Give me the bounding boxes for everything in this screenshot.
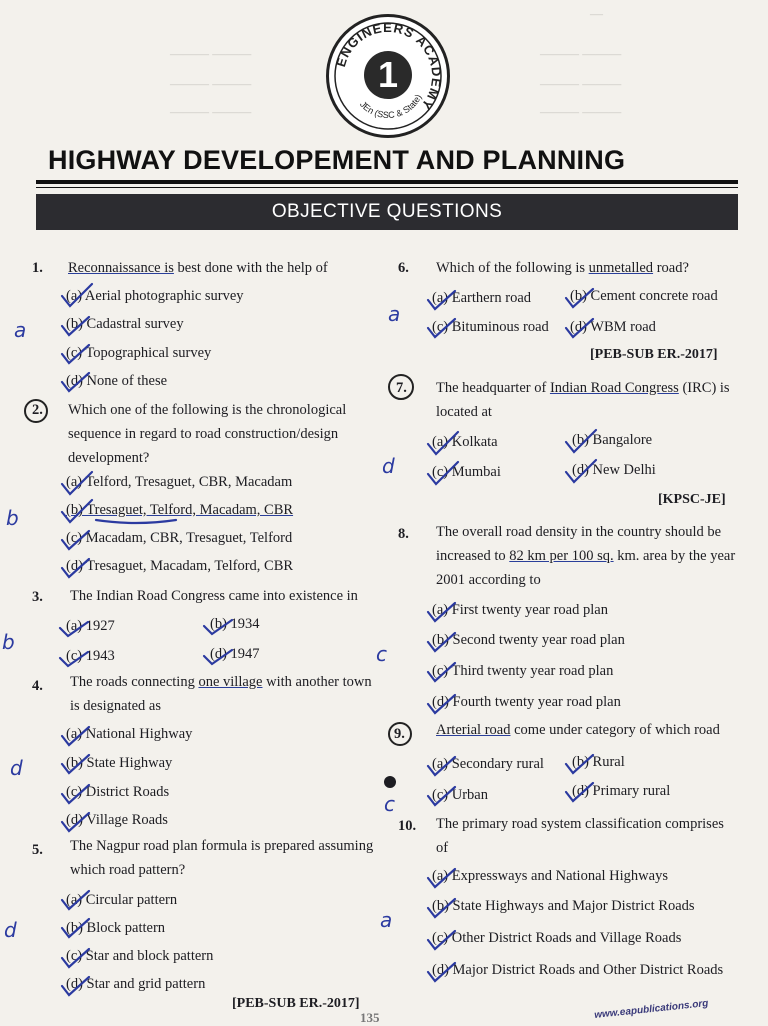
- question-text: The Indian Road Congress came into existence in: [70, 588, 358, 604]
- question-number: 7.: [396, 380, 407, 396]
- handwritten-answer: b: [2, 630, 15, 654]
- option: (d) Star and grid pattern: [66, 976, 206, 992]
- option: (a) Earthern road: [432, 290, 532, 306]
- logo-ring-text: ENGINEERS ACADEMY: [333, 19, 445, 114]
- question-text: Reconnaissance is best done with the help of: [68, 260, 328, 276]
- question-number: 8.: [398, 526, 409, 542]
- page-title: HIGHWAY DEVELOPEMENT AND PLANNING: [48, 145, 626, 175]
- option: (d) New Delhi: [572, 462, 656, 478]
- question-number: 9.: [394, 726, 405, 742]
- option: (b) Block pattern: [66, 920, 166, 936]
- bleed-through-text: — ——— ——— ——— ——— ——— ——— ——— ——— ——— ——— ——— ———: [170, 6, 622, 119]
- exam-source-tag: [PEB-SUB ER.-2017]: [232, 996, 360, 1011]
- option: (a) 1927: [66, 618, 115, 634]
- option: (a) Aerial photographic survey: [66, 288, 244, 304]
- exam-source-tag: [PEB-SUB ER.-2017]: [590, 347, 718, 362]
- option: (b) Rural: [572, 754, 625, 770]
- handwritten-answer: d: [4, 918, 17, 942]
- handwritten-answer: d: [382, 454, 395, 478]
- handwritten-answer: b: [6, 506, 19, 530]
- question-text: Which of the following is unmetalled road?: [436, 260, 689, 276]
- option: (b) State Highway: [66, 755, 173, 771]
- logo-inner-text: JEn (SSC & State): [357, 92, 424, 121]
- option: (c) Macadam, CBR, Tresaguet, Telford: [66, 530, 293, 546]
- question-number: 3.: [32, 589, 43, 605]
- option: (b) Cadastral survey: [66, 316, 184, 332]
- option: (c) 1943: [66, 648, 115, 664]
- option: (a) Secondary rural: [432, 756, 544, 772]
- handwritten-answer: c: [384, 792, 395, 816]
- section-title: OBJECTIVE QUESTIONS: [271, 201, 503, 222]
- option: (c) District Roads: [66, 784, 170, 800]
- option: (b) Second twenty year road plan: [432, 632, 625, 648]
- question-text: Which one of the following is the chronological sequence in regard to road construction/design development?: [68, 402, 347, 466]
- question-number: 6.: [398, 260, 409, 276]
- footer-url: www.eapublications.org: [593, 998, 709, 1021]
- option: (d) WBM road: [570, 319, 656, 335]
- option: (c) Other District Roads and Village Roads: [432, 930, 682, 946]
- question-number: 1.: [32, 260, 43, 276]
- option: (c) Topographical survey: [66, 345, 212, 361]
- question-text: The headquarter of Indian Road Congress (IRC) is located at: [436, 380, 730, 420]
- handwritten-answer: a: [388, 302, 401, 326]
- option: (d) Tresaguet, Macadam, Telford, CBR: [66, 558, 294, 574]
- handwritten-answer: a: [14, 318, 27, 342]
- handwritten-answer: a: [380, 908, 393, 932]
- option: (d) Major District Roads and Other District Roads: [432, 962, 724, 978]
- option: (c) Urban: [432, 787, 488, 803]
- handwritten-answer: d: [10, 756, 23, 780]
- option: (d) None of these: [66, 373, 168, 389]
- question-text: The roads connecting one village with another town is designated as: [70, 674, 372, 714]
- option: (d) Primary rural: [572, 783, 671, 799]
- option: (a) Expressways and National Highways: [432, 868, 668, 884]
- logo-number: 1: [364, 51, 412, 99]
- option: (b) Tresaguet, Telford, Macadam, CBR: [66, 502, 294, 518]
- option: (d) 1947: [210, 646, 260, 662]
- question-number: 2.: [32, 402, 43, 418]
- option: (c) Bituminous road: [432, 319, 549, 335]
- option: (d) Village Roads: [66, 812, 168, 828]
- option: (a) First twenty year road plan: [432, 602, 608, 618]
- question-text: The overall road density in the country should be increased to 82 km per 100 sq. km. area by the year 2001 according to: [436, 524, 736, 588]
- option: (a) National Highway: [66, 726, 193, 742]
- question-number: 5.: [32, 842, 43, 858]
- option: (a) Telford, Tresaguet, CBR, Macadam: [66, 474, 293, 490]
- option: (d) Fourth twenty year road plan: [432, 694, 621, 710]
- option: (c) Star and block pattern: [66, 948, 214, 964]
- option: (b) 1934: [210, 616, 260, 632]
- question-number: 10.: [398, 818, 417, 834]
- question-text: The primary road system classification comprises of: [436, 816, 724, 856]
- question-text: The Nagpur road plan formula is prepared assuming which road pattern?: [70, 838, 374, 878]
- option: (b) Cement concrete road: [570, 288, 718, 304]
- option: (c) Third twenty year road plan: [432, 663, 614, 679]
- option: (a) Kolkata: [432, 434, 498, 450]
- option: (b) State Highways and Major District Roads: [432, 898, 695, 914]
- question-text: Arterial road come under category of which road: [436, 722, 720, 738]
- option: (a) Circular pattern: [66, 892, 178, 908]
- handwritten-answer: c: [376, 642, 387, 666]
- exam-source-tag: [KPSC-JE]: [658, 492, 726, 507]
- question-number: 4.: [32, 678, 43, 694]
- option: (b) Bangalore: [572, 432, 653, 448]
- option: (c) Mumbai: [432, 464, 501, 480]
- page-number: 135: [360, 1010, 380, 1025]
